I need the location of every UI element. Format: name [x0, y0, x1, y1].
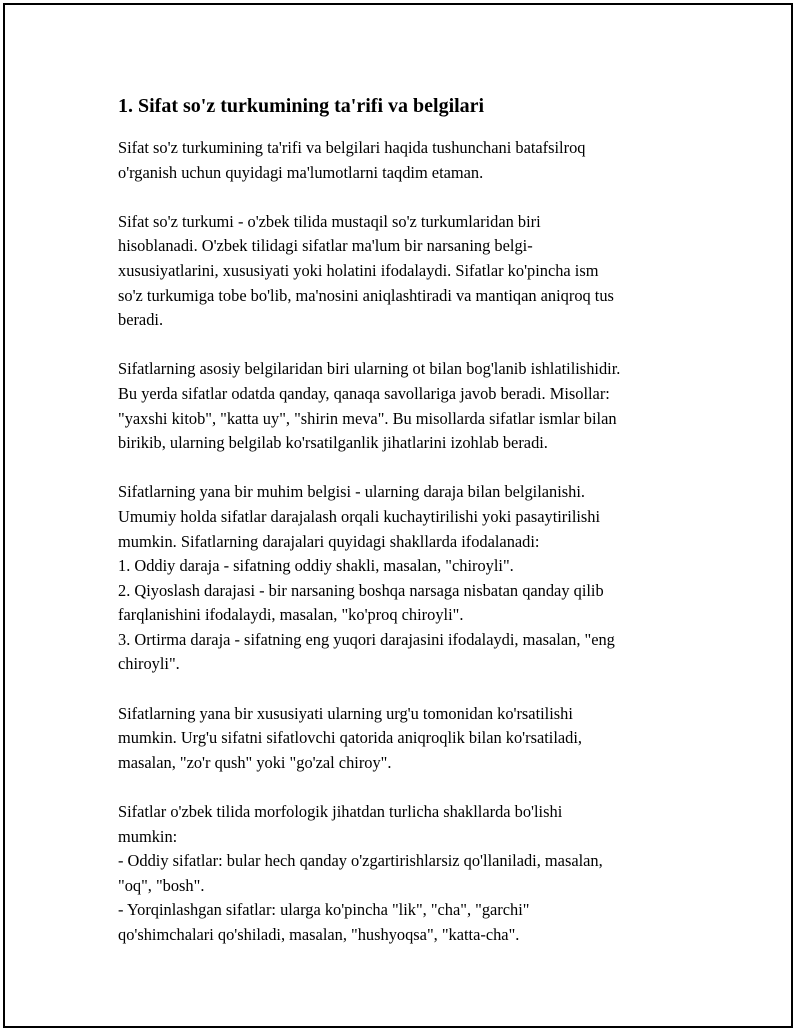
paragraph [118, 800, 708, 948]
text-line: "yaxshi kitob", "katta uy", "shirin meva". Bu misollarda sifatlar ismlar bilan [118, 408, 617, 428]
paragraph-list [118, 136, 708, 948]
text-line: so'z turkumiga tobe bo'lib, ma'nosini aniqlashtiradi va mantiqan aniqroq tus [118, 285, 614, 305]
text-line: qo'shimchalari qo'shiladi, masalan, "hushyoqsa", "katta-cha". [118, 925, 520, 944]
paragraph [118, 702, 708, 776]
text-line: Sifatlarning yana bir muhim belgisi - ularning daraja bilan belgilanishi. [118, 482, 586, 502]
text-line: Bu yerda sifatlar odatda qanday, qanaqa savollariga javob beradi. Misollar: [118, 383, 610, 403]
text-line: chiroyli". [118, 654, 180, 674]
text-line: "oq", "bosh". [118, 875, 205, 895]
text-line: farqlanishini ifodalaydi, masalan, "ko'proq chiroyli". [118, 605, 464, 625]
text-line: Sifatlar o'zbek tilida morfologik jihatdan turlicha shakllarda bo'lishi [118, 802, 563, 822]
text-line: Sifat so'z turkumi - o'zbek tilida mustaqil so'z turkumlaridan biri [118, 211, 541, 231]
text-line: xususiyatlarini, xususiyati yoki holatini ifodalaydi. Sifatlar ko'pincha ism [118, 260, 599, 280]
text-line: - Yorqinlashgan sifatlar: ularga ko'pincha "lik", "cha", "garchi" [118, 900, 530, 920]
text-line: hisoblanadi. O'zbek tilidagi sifatlar ma'lum bir narsaning belgi- [118, 236, 533, 256]
text-line: 2. Qiyoslash darajasi - bir narsaning boshqa narsaga nisbatan qanday qilib [118, 580, 604, 600]
text-line: mumkin: [118, 826, 178, 846]
text-line: o'rganish uchun quyidagi ma'lumotlarni taqdim etaman. [118, 162, 484, 182]
text-line: Sifatlarning yana bir xususiyati ularning urg'u tomonidan ko'rsatilishi [118, 703, 573, 723]
section-heading: 1. Sifat so'z turkumining ta'rifi va belgilari [118, 95, 485, 117]
text-line: - Oddiy sifatlar: bular hech qanday o'zgartirishlarsiz qo'llaniladi, masalan, [118, 851, 603, 871]
text-line: Umumiy holda sifatlar darajalash orqali kuchaytirilishi yoki pasaytirilishi [118, 506, 601, 526]
document-body [118, 90, 708, 972]
text-line: 1. Oddiy daraja - sifatning oddiy shakli, masalan, "chiroyli". [118, 556, 514, 576]
text-line: Sifat so'z turkumining ta'rifi va belgilari haqida tushunchani batafsilroq [118, 138, 586, 157]
paragraph [118, 210, 708, 333]
text-line: mumkin. Sifatlarning darajalari quyidagi shakllarda ifodalanadi: [118, 531, 540, 551]
paragraph [118, 357, 708, 455]
text-line: masalan, "zo'r qush" yoki "go'zal chiroy". [118, 752, 392, 772]
paragraph [118, 480, 708, 677]
text-line: 3. Ortirma daraja - sifatning eng yuqori darajasini ifodalaydi, masalan, "eng [118, 629, 615, 649]
text-line: Sifatlarning asosiy belgilaridan biri ularning ot bilan bog'lanib ishlatilishidir. [118, 359, 621, 379]
text-line: mumkin. Urg'u sifatni sifatlovchi qatorida aniqroqlik bilan ko'rsatiladi, [118, 728, 583, 748]
text-line: beradi. [118, 310, 164, 330]
text-line: birikib, ularning belgilab ko'rsatilganlik jihatlarini izohlab beradi. [118, 433, 548, 453]
paragraph [118, 136, 708, 185]
